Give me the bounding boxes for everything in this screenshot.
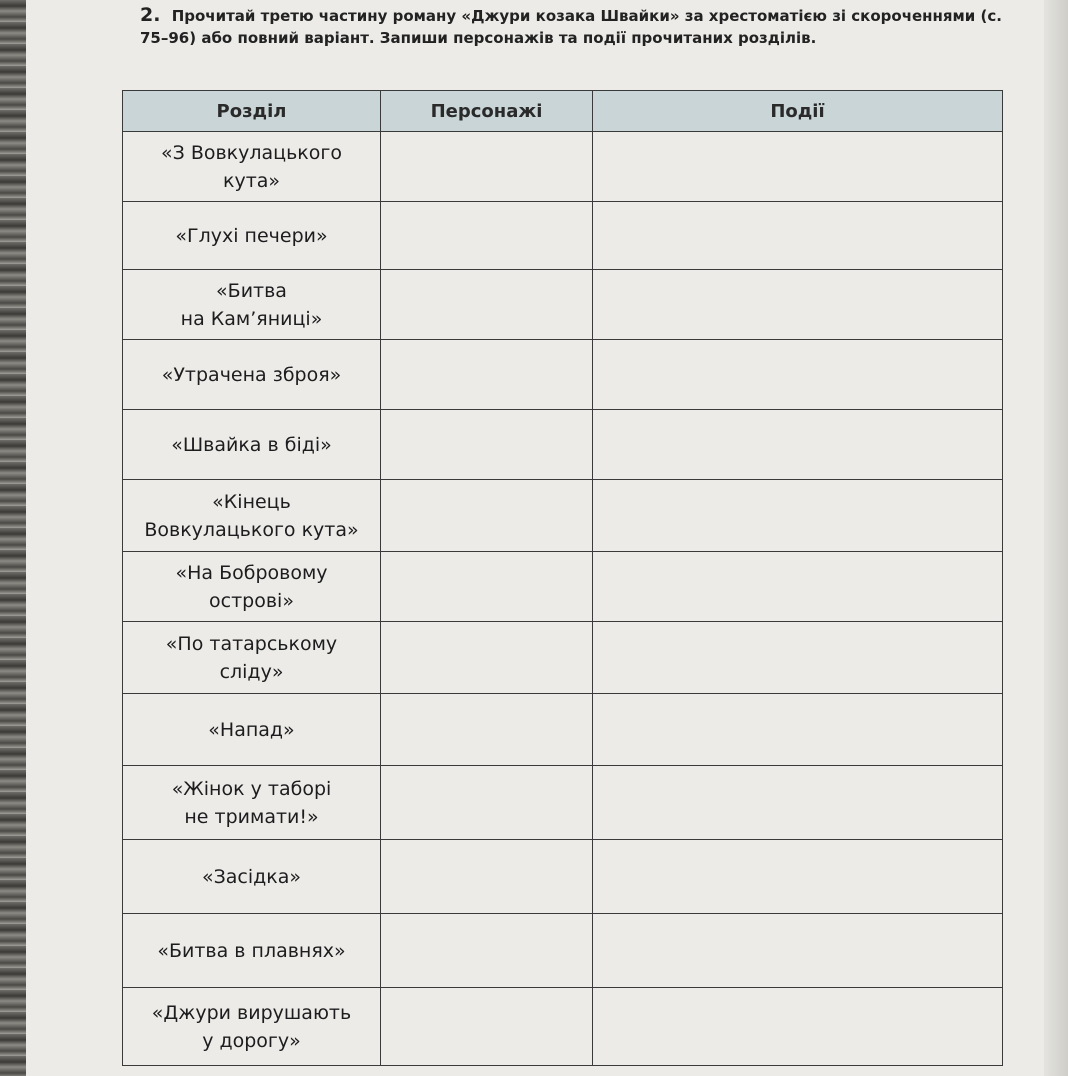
fabric-background [0, 0, 26, 1076]
chapter-cell: «З Вовкулацького кута» [123, 132, 381, 202]
characters-cell[interactable] [381, 480, 593, 552]
table-row [123, 270, 1003, 340]
events-cell[interactable] [593, 552, 1003, 622]
table-row [123, 552, 1003, 622]
task-instruction [140, 4, 1010, 49]
chapter-cell: «Утрачена зброя» [123, 340, 381, 410]
table-row [123, 694, 1003, 766]
characters-cell[interactable] [381, 270, 593, 340]
characters-cell[interactable] [381, 766, 593, 840]
characters-cell[interactable] [381, 410, 593, 480]
table-row [123, 622, 1003, 694]
characters-cell[interactable] [381, 988, 593, 1066]
chapter-cell: «На Бобровому острові» [123, 552, 381, 622]
header-chapter: Розділ [123, 91, 381, 132]
characters-cell[interactable] [381, 340, 593, 410]
characters-cell[interactable] [381, 694, 593, 766]
chapter-cell: «По татарському сліду» [123, 622, 381, 694]
page-edge [1044, 0, 1068, 1076]
header-row [123, 91, 1003, 132]
table-row [123, 202, 1003, 270]
task-text: Прочитай третю частину роману «Джури козака Швайки» за хрестоматією зі скороченнями (с. 75–96) або повний варіант. Запиши персонажів та події прочитаних розділів. [140, 7, 1002, 47]
events-cell[interactable] [593, 914, 1003, 988]
chapter-cell: «Битва в плавнях» [123, 914, 381, 988]
characters-cell[interactable] [381, 552, 593, 622]
events-cell[interactable] [593, 202, 1003, 270]
task-number: 2. [140, 4, 161, 26]
chapter-cell: «Засідка» [123, 840, 381, 914]
events-cell[interactable] [593, 766, 1003, 840]
table-row [123, 988, 1003, 1066]
characters-cell[interactable] [381, 132, 593, 202]
chapter-cell: «Кінець Вовкулацького кута» [123, 480, 381, 552]
chapter-cell: «Жінок у таборі не тримати!» [123, 766, 381, 840]
events-cell[interactable] [593, 270, 1003, 340]
characters-cell[interactable] [381, 840, 593, 914]
chapter-cell: «Швайка в біді» [123, 410, 381, 480]
worksheet-table [122, 90, 1003, 1066]
events-cell[interactable] [593, 132, 1003, 202]
events-cell[interactable] [593, 340, 1003, 410]
chapter-cell: «Битва на Кам’яниці» [123, 270, 381, 340]
table-row [123, 410, 1003, 480]
events-cell[interactable] [593, 480, 1003, 552]
table-row [123, 766, 1003, 840]
table-row [123, 914, 1003, 988]
header-events: Події [593, 91, 1003, 132]
characters-cell[interactable] [381, 622, 593, 694]
events-cell[interactable] [593, 694, 1003, 766]
chapter-cell: «Напад» [123, 694, 381, 766]
events-cell[interactable] [593, 840, 1003, 914]
events-cell[interactable] [593, 622, 1003, 694]
chapter-cell: «Джури вирушають у дорогу» [123, 988, 381, 1066]
table-row [123, 840, 1003, 914]
table-row [123, 480, 1003, 552]
characters-cell[interactable] [381, 914, 593, 988]
events-cell[interactable] [593, 988, 1003, 1066]
header-characters: Персонажі [381, 91, 593, 132]
chapter-cell: «Глухі печери» [123, 202, 381, 270]
events-cell[interactable] [593, 410, 1003, 480]
table-row [123, 132, 1003, 202]
table-row [123, 340, 1003, 410]
characters-cell[interactable] [381, 202, 593, 270]
